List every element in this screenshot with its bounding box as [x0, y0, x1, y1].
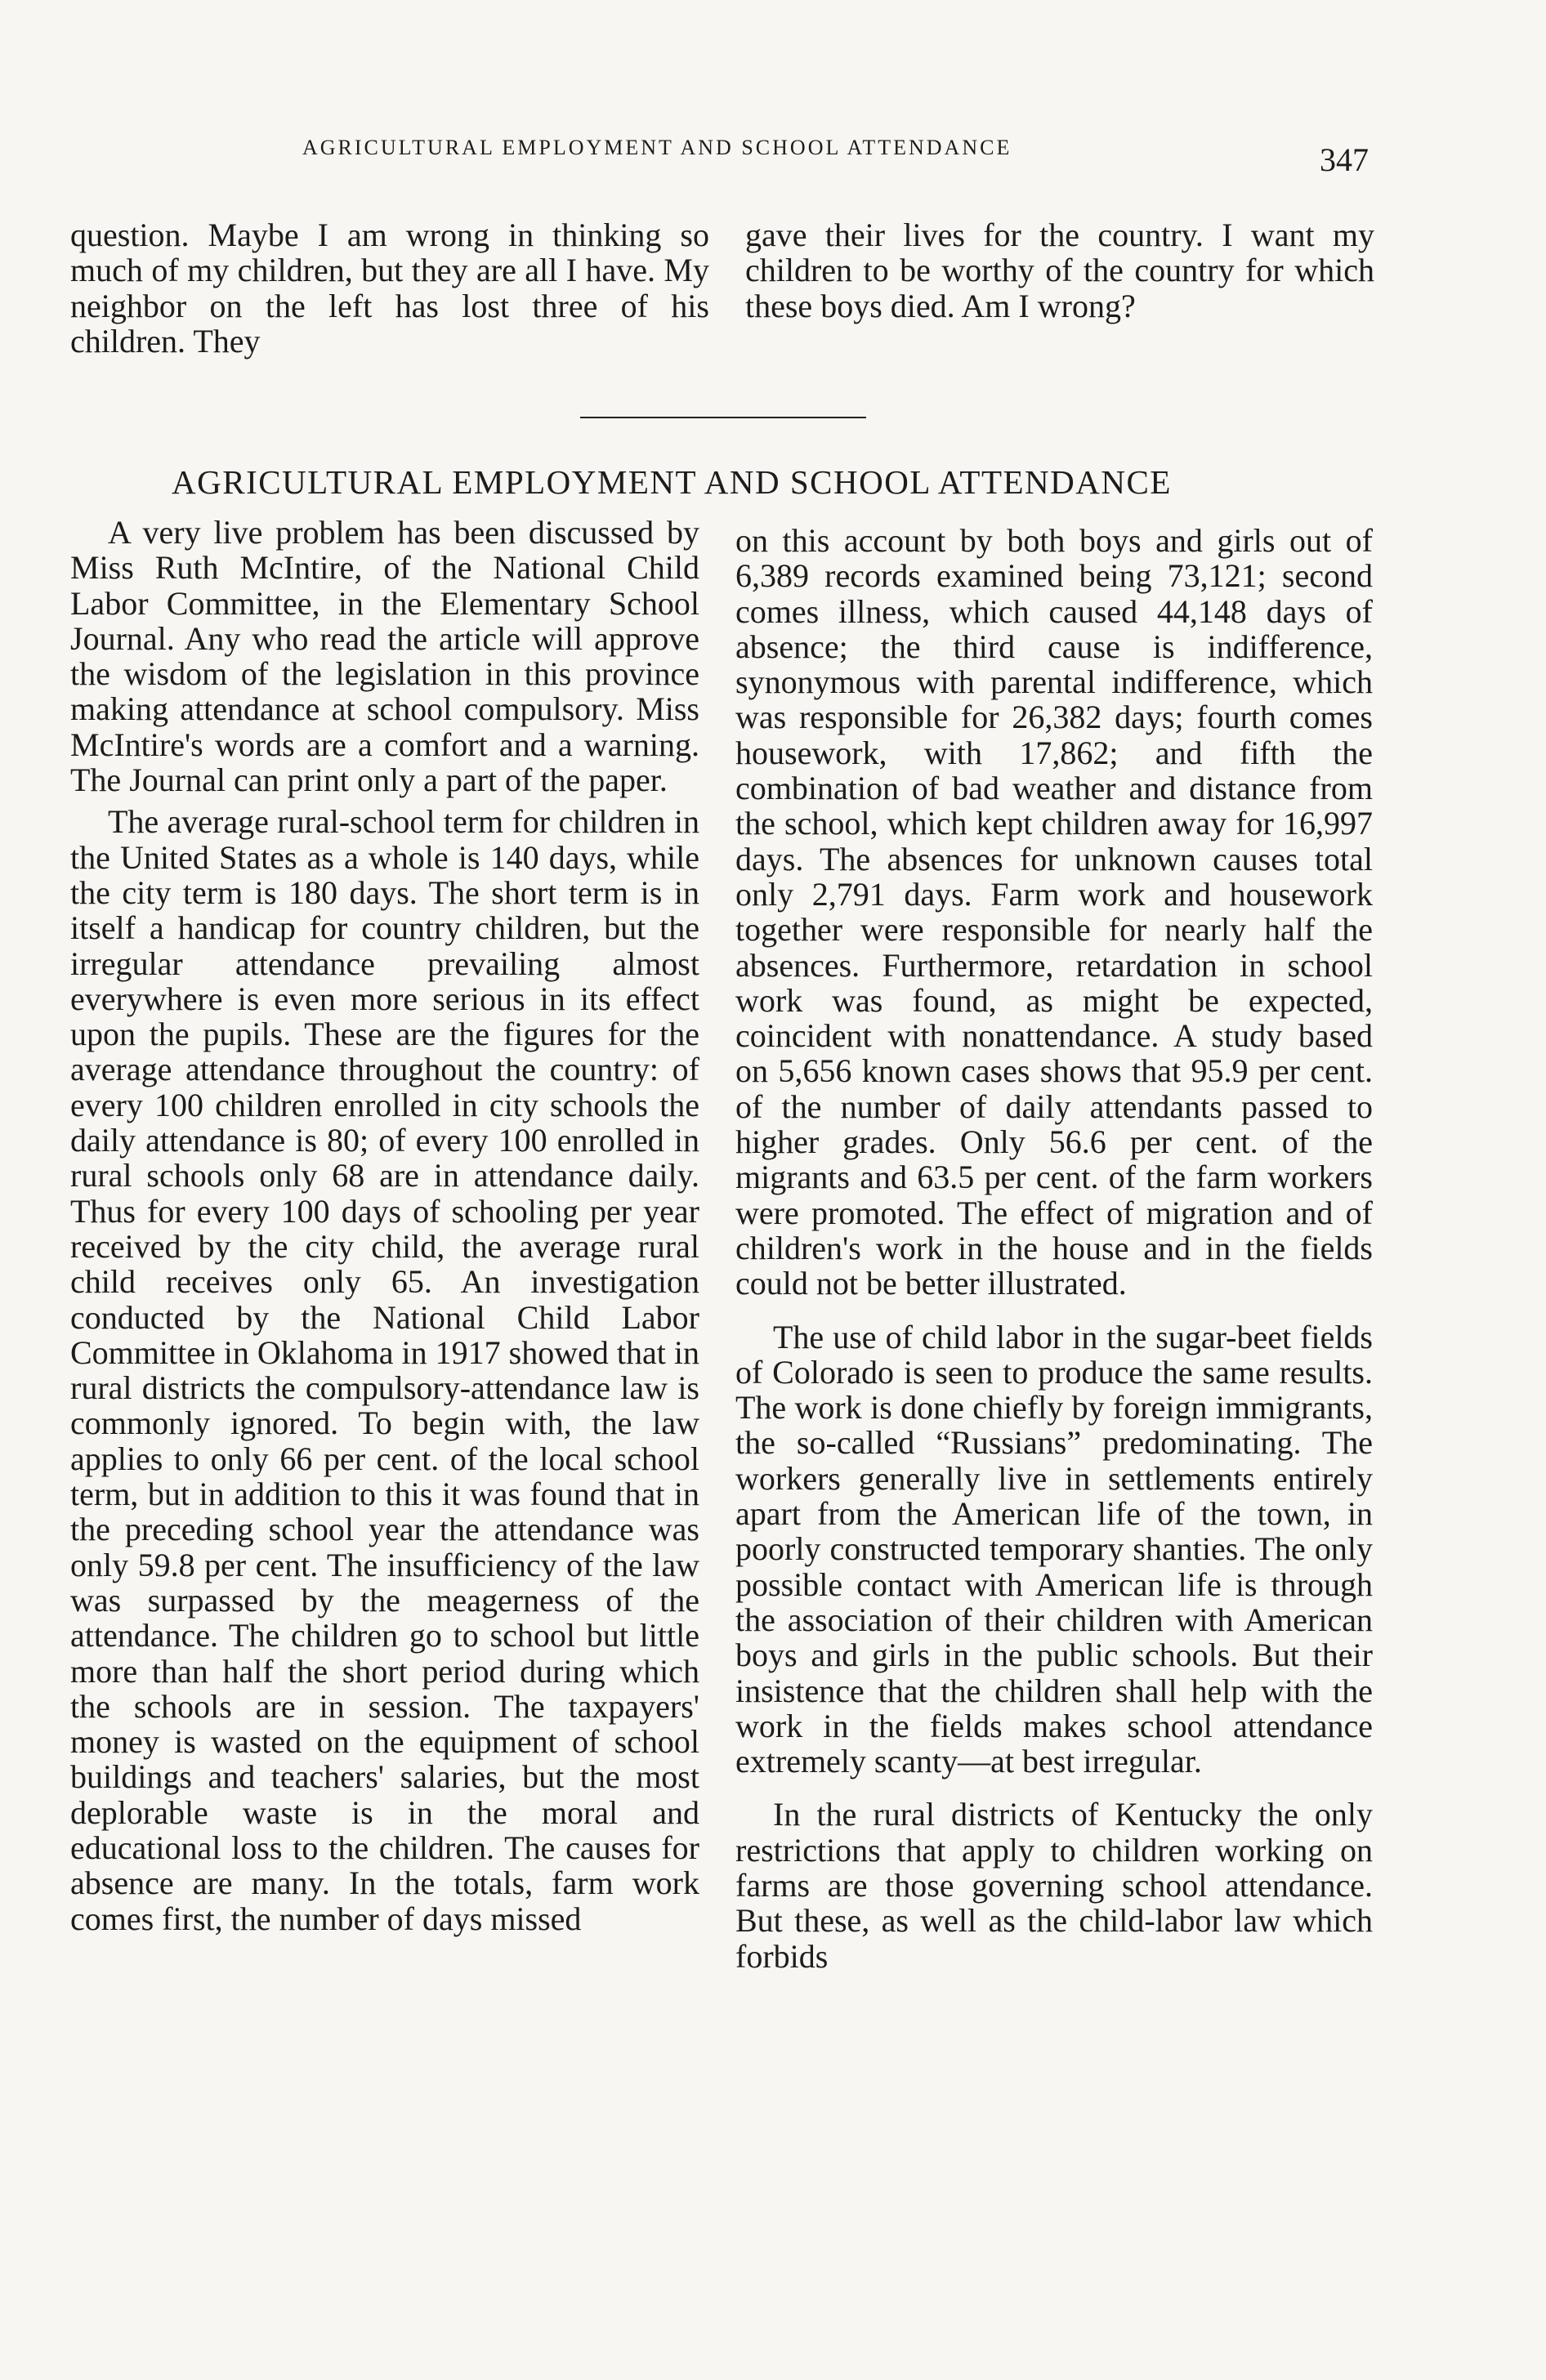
paragraph: on this account by both boys and girls out of 6,389 records examined being 73,121; second comes illness, which caused 44,148 days of absence; the third cause is indifference, synonymous with parental indifference, which was responsible for 26,382 days; fourth comes housework, with 17,862; and fifth the combination of bad weather and distance from the school, which kept children away for 16,997 days. The absences for unknown causes total only 2,791 days. Farm work and housework together were responsible for nearly half the absences. Furthermore, retardation in school work was found, as might be expected, coincident with nonattendance. A study based on 5,656 known cases shows that 95.9 per cent. of the number of daily attendants passed to higher grades. Only 56.6 per cent. of the migrants and 63.5 per cent. of the farm workers were promoted. The effect of migration and of children's work in the house and in the fields could not be better illustrated. — [735, 522, 1373, 1302]
paragraph: The use of child labor in the sugar-beet fields of Colorado is seen to produce the same results. The work is done chiefly by foreign immigrants, the so-called “Russians” predominating. The workers generally live in settlements entirely apart from the American life of the town, in poorly constructed temporary shanties. The only possible contact with American life is through the association of their children with American boys and girls in the public schools. But their insistence that the children shall help with the work in the fields makes school attendance extremely scanty—at best irregular. — [735, 1318, 1373, 1780]
paragraph: The average rural-school term for children in the United States as a whole is 140 days, while the city term is 180 days. The short term is in itself a handicap for country children, but the irregular attendance prevailing almost everywhere is even more serious in its effect upon the pupils. These are the figures for the average attendance throughout the country: of every 100 children enrolled in city schools the daily attendance is 80; of every 100 enrolled in rural schools only 68 are in attendance daily. Thus for every 100 days of schooling per year received by the city child, the average rural child receives only 65. An investigation conducted by the National Child Labor Committee in Oklahoma in 1917 showed that in rural districts the compulsory-attendance law is commonly ignored. To begin with, the law applies to only 66 per cent. of the local school term, but in addition to this it was found that in the preceding school year the attendance was only 59.8 per cent. The insufficiency of the law was surpassed by the meagerness of the attendance. The children go to school but little more than half the short period during which the schools are in session. The taxpayers' money is wasted on the equipment of school buildings and teachers' salaries, but the most deplorable waste is in the moral and educational loss to the children. The causes for absence are many. In the totals, farm work comes first, the number of days missed — [70, 803, 699, 1937]
paragraph: A very live problem has been discussed by Miss Ruth McIntire, of the National Child Labor Committee, in the Elementary School Journal. Any who read the article will approve the wisdom of the legislation in this province making attendance at school compulsory. Miss McIntire's words are a comfort and a warning. The Journal can print only a part of the paper. — [70, 514, 699, 799]
article-right-column — [735, 523, 1373, 1974]
top-left-column — [70, 217, 709, 359]
paragraph: question. Maybe I am wrong in thinking so much of my children, but they are all I have. My neighbor on the left has lost three of his children. They — [70, 217, 709, 359]
running-head: AGRICULTURAL EMPLOYMENT AND SCHOOL ATTENDANCE — [302, 136, 1012, 159]
article-title: AGRICULTURAL EMPLOYMENT AND SCHOOL ATTENDANCE — [172, 463, 1172, 501]
article-left-column — [70, 515, 699, 1936]
paragraph: gave their lives for the country. I want my children to be worthy of the country for which these boys died. Am I wrong? — [745, 217, 1374, 324]
top-right-column — [745, 217, 1374, 324]
paragraph: In the rural districts of Kentucky the only restrictions that apply to children working on farms are those governing school attendance. But these, as well as the child-labor law which forbids — [735, 1796, 1373, 1975]
page-number: 347 — [1320, 141, 1369, 178]
section-divider — [580, 417, 866, 418]
